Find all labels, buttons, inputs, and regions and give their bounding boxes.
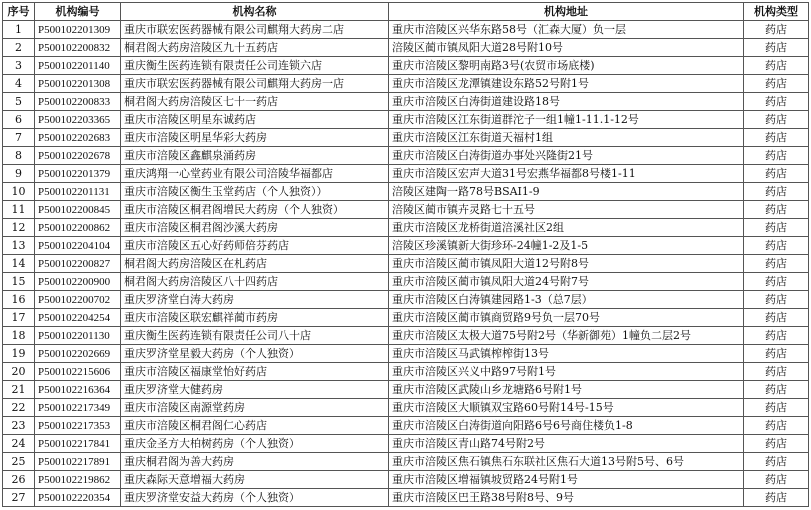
cell-name: 桐君阁大药房涪陵区七十一药店 xyxy=(121,93,389,111)
cell-address: 重庆市涪陵区兴义中路97号附1号 xyxy=(389,363,744,381)
cell-type: 药店 xyxy=(744,381,809,399)
table-row xyxy=(3,363,809,381)
cell-code: P500102217349 xyxy=(35,399,121,417)
cell-name: 重庆罗济堂白涛大药房 xyxy=(121,291,389,309)
cell-type: 药店 xyxy=(744,345,809,363)
table-row xyxy=(3,39,809,57)
cell-address: 重庆市涪陵区马武镇榨榨街13号 xyxy=(389,345,744,363)
cell-type: 药店 xyxy=(744,183,809,201)
cell-name: 重庆鸿翔一心堂药业有限公司涪陵华福都店 xyxy=(121,165,389,183)
cell-type: 药店 xyxy=(744,327,809,345)
table-row xyxy=(3,453,809,471)
cell-type: 药店 xyxy=(744,273,809,291)
cell-address: 重庆市涪陵区蔺市镇凤阳大道12号附8号 xyxy=(389,255,744,273)
cell-name: 重庆市涪陵区五心好药师倍芬药店 xyxy=(121,237,389,255)
cell-no: 3 xyxy=(3,57,35,75)
cell-code: P500102200702 xyxy=(35,291,121,309)
header-row xyxy=(3,3,809,21)
cell-no: 13 xyxy=(3,237,35,255)
cell-code: P500102217353 xyxy=(35,417,121,435)
table-body xyxy=(3,21,809,507)
cell-type: 药店 xyxy=(744,165,809,183)
cell-address: 涪陵区珍溪镇新大街珍环-24幢1-2及1-5 xyxy=(389,237,744,255)
cell-code: P500102217891 xyxy=(35,453,121,471)
table-row xyxy=(3,183,809,201)
cell-no: 12 xyxy=(3,219,35,237)
cell-type: 药店 xyxy=(744,489,809,507)
cell-no: 10 xyxy=(3,183,35,201)
cell-no: 9 xyxy=(3,165,35,183)
table-row xyxy=(3,327,809,345)
cell-code: P500102200845 xyxy=(35,201,121,219)
cell-type: 药店 xyxy=(744,471,809,489)
cell-address: 涪陵区蔺市镇卉灵路七十五号 xyxy=(389,201,744,219)
cell-no: 7 xyxy=(3,129,35,147)
cell-type: 药店 xyxy=(744,453,809,471)
cell-code: P500102219862 xyxy=(35,471,121,489)
cell-name: 重庆桐君阁为善大药房 xyxy=(121,453,389,471)
cell-type: 药店 xyxy=(744,75,809,93)
cell-name: 重庆市涪陵区南源堂药房 xyxy=(121,399,389,417)
cell-code: P500102215606 xyxy=(35,363,121,381)
cell-type: 药店 xyxy=(744,399,809,417)
header-type: 机构类型 xyxy=(744,3,809,21)
cell-no: 25 xyxy=(3,453,35,471)
cell-code: P500102201309 xyxy=(35,21,121,39)
cell-no: 2 xyxy=(3,39,35,57)
cell-no: 20 xyxy=(3,363,35,381)
table-row xyxy=(3,93,809,111)
cell-address: 重庆市涪陵区龙桥街道涪溪社区2组 xyxy=(389,219,744,237)
cell-type: 药店 xyxy=(744,39,809,57)
cell-address: 重庆市涪陵区龙潭镇建设东路52号附1号 xyxy=(389,75,744,93)
cell-type: 药店 xyxy=(744,21,809,39)
table-row xyxy=(3,417,809,435)
table-row xyxy=(3,129,809,147)
cell-address: 重庆市涪陵区兴华东路58号（汇森大厦）负一层 xyxy=(389,21,744,39)
cell-type: 药店 xyxy=(744,93,809,111)
cell-name: 桐君阁大药房涪陵区八十四药店 xyxy=(121,273,389,291)
cell-no: 15 xyxy=(3,273,35,291)
cell-code: P500102220354 xyxy=(35,489,121,507)
cell-no: 22 xyxy=(3,399,35,417)
header-name: 机构名称 xyxy=(121,3,389,21)
table-row xyxy=(3,273,809,291)
cell-no: 1 xyxy=(3,21,35,39)
cell-address: 重庆市涪陵区武陵山乡龙塘路6号附1号 xyxy=(389,381,744,399)
cell-code: P500102216364 xyxy=(35,381,121,399)
cell-type: 药店 xyxy=(744,363,809,381)
cell-code: P500102200833 xyxy=(35,93,121,111)
cell-no: 21 xyxy=(3,381,35,399)
cell-name: 重庆市联宏医药器械有限公司麒翔大药房一店 xyxy=(121,75,389,93)
table-row xyxy=(3,435,809,453)
cell-address: 重庆市涪陵区青山路74号附2号 xyxy=(389,435,744,453)
cell-type: 药店 xyxy=(744,147,809,165)
cell-no: 18 xyxy=(3,327,35,345)
cell-code: P500102201379 xyxy=(35,165,121,183)
cell-code: P500102201130 xyxy=(35,327,121,345)
table-row xyxy=(3,291,809,309)
cell-code: P500102200900 xyxy=(35,273,121,291)
cell-address: 重庆市涪陵区焦石镇焦石东联社区焦石大道13号附5号、6号 xyxy=(389,453,744,471)
cell-type: 药店 xyxy=(744,309,809,327)
cell-no: 5 xyxy=(3,93,35,111)
cell-address: 重庆市涪陵区白涛镇建园路1-3（总7层） xyxy=(389,291,744,309)
cell-address: 重庆市涪陵区白涛街道向阳路6号6号商住楼负1-8 xyxy=(389,417,744,435)
cell-name: 重庆市涪陵区桐君阁仁心药店 xyxy=(121,417,389,435)
cell-name: 重庆罗济堂安益大药房（个人独资） xyxy=(121,489,389,507)
cell-code: P500102203365 xyxy=(35,111,121,129)
cell-code: P500102200862 xyxy=(35,219,121,237)
cell-name: 桐君阁大药房涪陵区九十五药店 xyxy=(121,39,389,57)
cell-name: 重庆金圣方大柏树药房（个人独资） xyxy=(121,435,389,453)
cell-type: 药店 xyxy=(744,237,809,255)
cell-no: 16 xyxy=(3,291,35,309)
table-row xyxy=(3,57,809,75)
cell-code: P500102201308 xyxy=(35,75,121,93)
table-row xyxy=(3,21,809,39)
cell-code: P500102200832 xyxy=(35,39,121,57)
cell-type: 药店 xyxy=(744,435,809,453)
cell-name: 重庆市涪陵区桐君阁沙溪大药房 xyxy=(121,219,389,237)
cell-name: 重庆衡生医药连锁有限责任公司八十店 xyxy=(121,327,389,345)
cell-name: 桐君阁大药房涪陵区在札药店 xyxy=(121,255,389,273)
cell-address: 重庆市涪陵区巴王路38号附8号、9号 xyxy=(389,489,744,507)
cell-address: 重庆市涪陵区太极大道75号附2号（华新御苑）1幢负二层2号 xyxy=(389,327,744,345)
cell-address: 重庆市涪陵区增福镇坡贸路24号附1号 xyxy=(389,471,744,489)
cell-address: 重庆市涪陵区江东街道天福村1组 xyxy=(389,129,744,147)
table-row xyxy=(3,165,809,183)
cell-code: P500102204104 xyxy=(35,237,121,255)
cell-code: P500102217841 xyxy=(35,435,121,453)
cell-code: P500102201140 xyxy=(35,57,121,75)
cell-type: 药店 xyxy=(744,111,809,129)
header-no: 序号 xyxy=(3,3,35,21)
table-row xyxy=(3,147,809,165)
cell-code: P500102202678 xyxy=(35,147,121,165)
cell-address: 重庆市涪陵区大顺镇双宝路60号附14号-15号 xyxy=(389,399,744,417)
institution-table xyxy=(2,2,809,507)
cell-type: 药店 xyxy=(744,201,809,219)
cell-type: 药店 xyxy=(744,417,809,435)
cell-no: 24 xyxy=(3,435,35,453)
cell-no: 8 xyxy=(3,147,35,165)
table-row xyxy=(3,237,809,255)
cell-address: 重庆市涪陵区蔺市镇凤阳大道24号附7号 xyxy=(389,273,744,291)
cell-name: 重庆市涪陵区鑫麒泉涌药房 xyxy=(121,147,389,165)
table-row xyxy=(3,471,809,489)
cell-name: 重庆森际天意增福大药房 xyxy=(121,471,389,489)
cell-no: 14 xyxy=(3,255,35,273)
cell-code: P500102201131 xyxy=(35,183,121,201)
cell-address: 涪陵区建陶一路78号BSAⅠ1-9 xyxy=(389,183,744,201)
cell-no: 27 xyxy=(3,489,35,507)
cell-address: 重庆市涪陵区宏声大道31号宏燕华福都8号楼1-11 xyxy=(389,165,744,183)
table-row xyxy=(3,219,809,237)
cell-name: 重庆衡生医药连锁有限责任公司连锁六店 xyxy=(121,57,389,75)
cell-address: 重庆市涪陵区江东街道群沱子一组1幢1-11.1-12号 xyxy=(389,111,744,129)
table-row xyxy=(3,345,809,363)
cell-type: 药店 xyxy=(744,57,809,75)
cell-address: 重庆市涪陵区黎明南路3号(农贸市场底楼) xyxy=(389,57,744,75)
cell-code: P500102204254 xyxy=(35,309,121,327)
cell-name: 重庆市涪陵区桐君阁增民大药房（个人独资） xyxy=(121,201,389,219)
cell-code: P500102200827 xyxy=(35,255,121,273)
header-code: 机构编号 xyxy=(35,3,121,21)
table-row xyxy=(3,309,809,327)
cell-name: 重庆市涪陵区明星华彩大药房 xyxy=(121,129,389,147)
header-address: 机构地址 xyxy=(389,3,744,21)
cell-type: 药店 xyxy=(744,291,809,309)
cell-no: 17 xyxy=(3,309,35,327)
cell-name: 重庆市涪陵区联宏麒祥蔺市药房 xyxy=(121,309,389,327)
cell-code: P500102202683 xyxy=(35,129,121,147)
table-row xyxy=(3,489,809,507)
table-row xyxy=(3,399,809,417)
table-row xyxy=(3,381,809,399)
cell-address: 涪陵区蔺市镇凤阳大道28号附10号 xyxy=(389,39,744,57)
cell-name: 重庆罗济堂星毅大药房（个人独资） xyxy=(121,345,389,363)
cell-address: 重庆市涪陵区蔺市镇商贸路9号负一层70号 xyxy=(389,309,744,327)
cell-name: 重庆市涪陵区福康堂怡好药店 xyxy=(121,363,389,381)
table-row xyxy=(3,255,809,273)
cell-name: 重庆罗济堂大健药房 xyxy=(121,381,389,399)
table-row xyxy=(3,111,809,129)
cell-no: 6 xyxy=(3,111,35,129)
cell-no: 26 xyxy=(3,471,35,489)
cell-type: 药店 xyxy=(744,129,809,147)
cell-type: 药店 xyxy=(744,219,809,237)
cell-name: 重庆市联宏医药器械有限公司麒翔大药房二店 xyxy=(121,21,389,39)
cell-no: 11 xyxy=(3,201,35,219)
cell-code: P500102202669 xyxy=(35,345,121,363)
cell-address: 重庆市涪陵区白涛街道建设路18号 xyxy=(389,93,744,111)
table-row xyxy=(3,201,809,219)
cell-address: 重庆市涪陵区白涛街道办事处兴隆街21号 xyxy=(389,147,744,165)
cell-name: 重庆市涪陵区明星东诚药店 xyxy=(121,111,389,129)
cell-no: 19 xyxy=(3,345,35,363)
cell-type: 药店 xyxy=(744,255,809,273)
cell-no: 23 xyxy=(3,417,35,435)
cell-no: 4 xyxy=(3,75,35,93)
cell-name: 重庆市涪陵区衡生玉堂药店（个人独资）） xyxy=(121,183,389,201)
table-row xyxy=(3,75,809,93)
